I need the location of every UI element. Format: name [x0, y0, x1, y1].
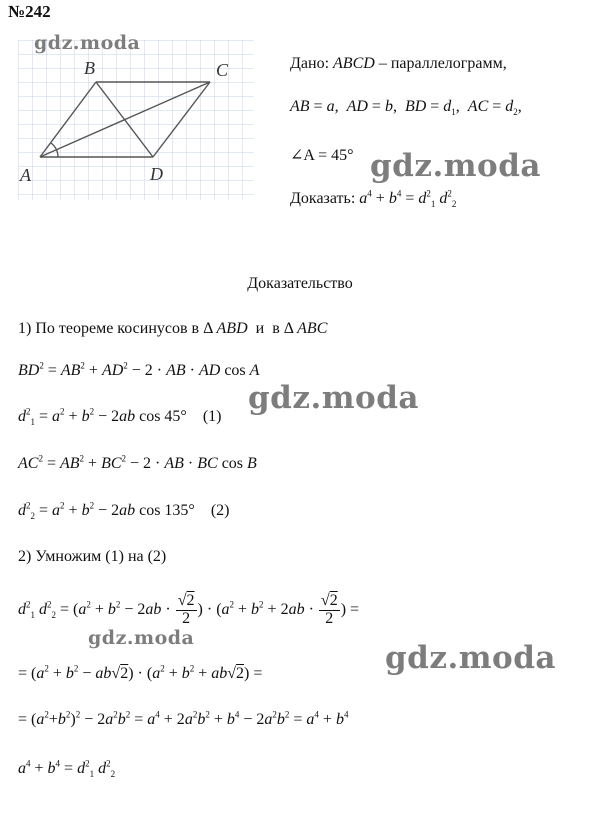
proof-step-1: 1) По теореме косинусов в Δ ABD и в Δ ABC	[18, 320, 328, 337]
watermark-5: gdz.moda	[385, 640, 556, 676]
parallelogram-figure	[18, 40, 254, 200]
problem-number: №242	[8, 2, 51, 21]
given-line-1: Дано: ABCD – параллелограмм,	[290, 55, 507, 72]
proof-title: Доказательство	[247, 275, 353, 292]
given-line-3: ∠A = 45°	[290, 147, 354, 164]
proof-step-2: 2) Умножим (1) на (2)	[18, 548, 167, 565]
vertex-label-c: C	[216, 60, 229, 80]
equation-1: $BD^2 = AB^2 + AD^2 - 2$ · AB · AD cos A	[18, 360, 260, 379]
vertex-label-a: A	[20, 165, 31, 185]
given-line-4: Доказать: $a^4 + b^4 = d^2_1$ $d^2_2$	[290, 188, 457, 210]
watermark-2: gdz.moda	[370, 148, 541, 184]
equation-2: $d^2_1 = a^2 + b^2 - 2ab$ cos 45° (1)	[18, 406, 222, 428]
watermark-3: gdz.moda	[248, 380, 419, 416]
equation-3: $AC^2 = AB^2 + BC^2 - 2$ · AB · BC cos B	[18, 453, 257, 472]
equation-5: $d^2_1$ $d^2_2 = (a^2 + b^2 - 2ab$ · $\frac{√2}{2}$ ) · ($a^2 + b^2 + 2ab$ · $\frac{√2}{2}$ ) =	[18, 592, 360, 627]
equation-4: $d^2_2 = a^2 + b^2 - 2ab$ cos 135° (2)	[18, 500, 230, 522]
equation-6: = $(a^2 + b^2 - ab√2) \cdot (a^2 + b^2 + ab√2)$ =	[18, 663, 263, 682]
equation-7: = $(a^2+b^2)^2 - 2a^2b^2 = a^4 + 2a^2b^2 + b^4 - 2a^2b^2 = a^4 + b^4$	[18, 709, 349, 728]
vertex-label-d: D	[150, 164, 163, 184]
given-line-2: AB = a, AD = b, BD = $d_1$, AC = $d_2$,	[290, 98, 522, 118]
equation-8: $a^4 + b^4 = d^2_1$ $d^2_2$	[18, 758, 116, 780]
vertex-label-b: B	[84, 58, 95, 78]
watermark-4: gdz.moda	[88, 627, 195, 649]
watermark-1: gdz.moda	[34, 32, 141, 54]
